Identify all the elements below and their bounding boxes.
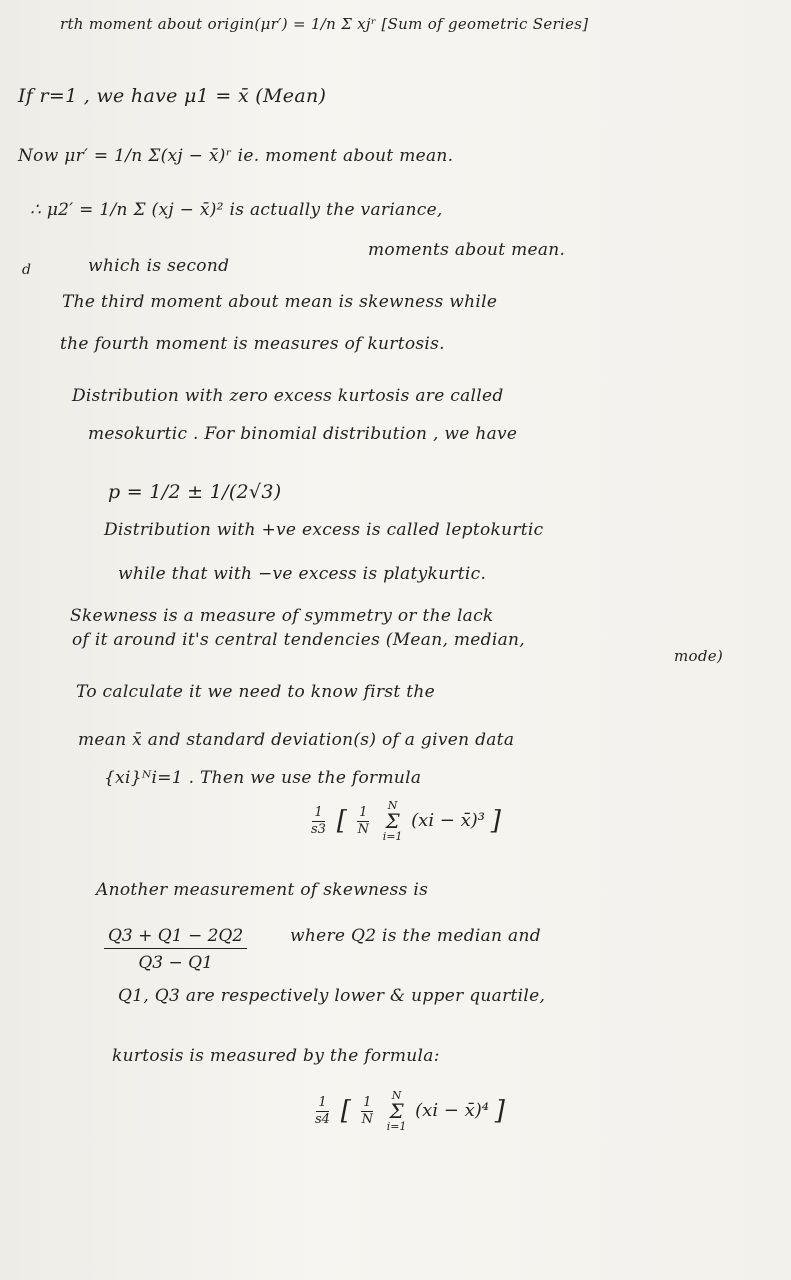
line-p-binomial: p = 1/2 ± 1/(2√3) (108, 481, 282, 503)
summation-sign: N Σ i=1 (382, 799, 403, 843)
line-rth-moment: rth moment about origin(μr′) = 1/n Σ xjʳ [Sum of geometric Series] (60, 15, 589, 33)
line-kurtosis-formula-intro: kurtosis is measured by the formula: (112, 1046, 440, 1066)
margin-mark: d (22, 262, 31, 278)
line-fourth-moment-kurtosis: the fourth moment is measures of kurtosis. (60, 334, 445, 354)
line-zero-excess-kurtosis: Distribution with zero excess kurtosis are called (72, 386, 504, 406)
line-leptokurtic: Distribution with +ve excess is called leptokurtic (104, 520, 544, 540)
kurtosis-inner-fraction: $\frac{1}{N}$ (361, 1094, 373, 1127)
line-another-measurement: Another measurement of skewness is (96, 880, 429, 900)
line-quartiles: Q1, Q3 are respectively lower & upper quartile, (118, 986, 546, 1006)
line-which-is-second: which is second (88, 256, 230, 276)
line-third-moment-skewness: The third moment about mean is skewness while (62, 292, 498, 312)
quartile-skewness-fraction: $\frac{Q3 + Q1 - 2Q2}{Q3 - Q1}$ (104, 926, 247, 973)
kurtosis-formula: $\frac{1}{s4}$ [ $\frac{1}{N}$ N Σ i=1 (xi − x̄)⁴ ] (315, 1089, 505, 1133)
skewness-inner-fraction: $\frac{1}{N}$ (357, 804, 369, 837)
summation-sign: N Σ i=1 (386, 1089, 407, 1133)
kurtosis-prefactor: $\frac{1}{s4}$ (315, 1094, 330, 1127)
skewness-formula: $\frac{1}{s3}$ [ $\frac{1}{N}$ N Σ i=1 (xi − x̄)³ ] (311, 799, 501, 843)
skewness-prefactor: $\frac{1}{s3}$ (311, 804, 326, 837)
line-now-moment-about-mean: Now μr′ = 1/n Σ(xj − x̄)ʳ ie. moment about mean. (18, 146, 454, 166)
line-skewness-definition: Skewness is a measure of symmetry or the lack (70, 606, 494, 626)
line-central-tendencies: of it around it's central tendencies (Mean, median, (72, 630, 525, 650)
line-variance: ∴ μ2′ = 1/n Σ (xj − x̄)² is actually the variance, (30, 200, 443, 220)
line-q2-median: where Q2 is the median and (290, 926, 541, 946)
line-mean-standard-deviation: mean x̄ and standard deviation(s) of a given data (78, 730, 515, 750)
line-then-formula: {xi}ᴺi=1 . Then we use the formula (104, 768, 422, 788)
line-mesokurtic-binomial: mesokurtic . For binomial distribution , we have (88, 424, 518, 444)
line-moments-about-mean: moments about mean. (368, 240, 566, 260)
line-platykurtic: while that with −ve excess is platykurtic. (118, 564, 487, 584)
line-if-r-equals-1: If r=1 , we have μ1 = x̄ (Mean) (18, 85, 327, 107)
line-mode: mode) (674, 647, 724, 665)
line-to-calculate: To calculate it we need to know first the (76, 682, 435, 702)
